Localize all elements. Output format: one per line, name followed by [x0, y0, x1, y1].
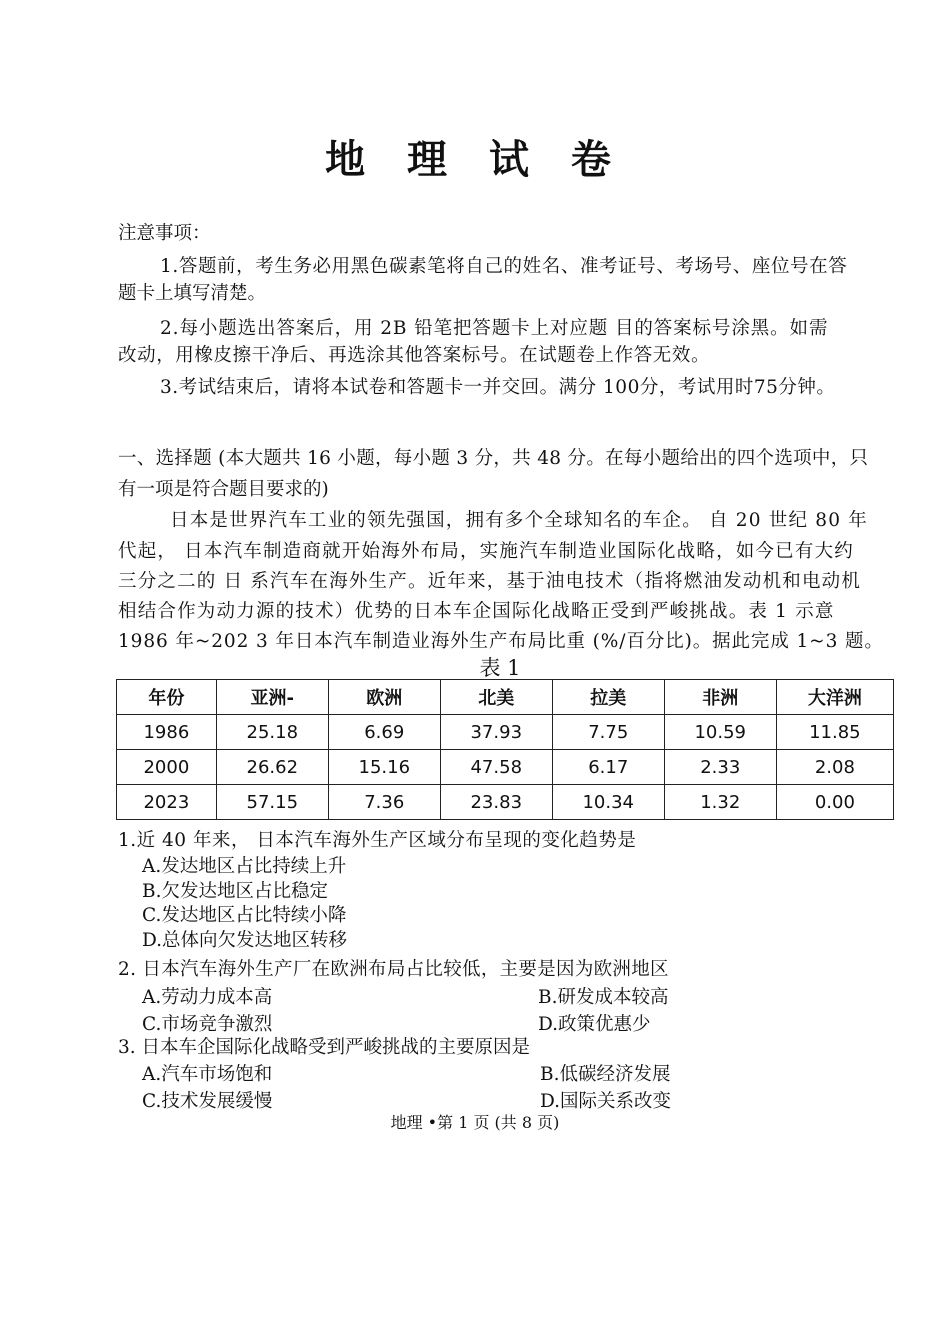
table-header-cell: 北美 — [440, 680, 552, 715]
table-cell: 57.15 — [216, 785, 328, 820]
question-2-option-c: C.市场竞争激烈 — [142, 1014, 273, 1035]
notice-item-2-line-1: 2.每小题选出答案后，用 2B 铅笔把答题卡上对应题 目的答案标号涂黑。如需 — [160, 318, 829, 339]
table-cell: 2000 — [117, 750, 217, 785]
question-3-option-d: D.国际关系改变 — [540, 1091, 672, 1112]
page-title: 地 理 试 卷 — [325, 137, 625, 183]
notice-item-1-line-1: 1.答题前，考生务必用黑色碳素笔将自己的姓名、准考证号、考场号、座位号在答 — [160, 256, 848, 277]
table-row — [117, 750, 894, 785]
question-1-option-a: A.发达地区占比持续上升 — [142, 856, 347, 877]
table-cell: 2023 — [117, 785, 217, 820]
table-cell: 1986 — [117, 715, 217, 750]
table-cell: 0.00 — [776, 785, 893, 820]
notice-item-2-line-2: 改动，用橡皮擦干净后、再选涂其他答案标号。在试题卷上作答无效。 — [118, 345, 711, 366]
table-cell: 7.36 — [328, 785, 440, 820]
table-cell: 37.93 — [440, 715, 552, 750]
passage-line-4: 相结合作为动力源的技术）优势的日本车企国际化战略正受到严峻挑战。表 1 示意 — [118, 601, 835, 622]
question-2-option-b: B.研发成本较高 — [538, 987, 669, 1008]
section-header-line-1: 一、选择题 (本大题共 16 小题，每小题 3 分，共 48 分。在每小题给出的四个选项中，只 — [118, 448, 869, 469]
table-row — [117, 715, 894, 750]
notice-item-1-line-2: 题卡上填写清楚。 — [118, 283, 267, 304]
question-1-option-d: D.总体向欠发达地区转移 — [142, 930, 348, 951]
question-2-option-d: D.政策优惠少 — [538, 1014, 651, 1035]
table-row — [117, 785, 894, 820]
question-3-option-a: A.汽车市场饱和 — [142, 1064, 273, 1085]
question-1-option-c: C.发达地区占比特续小降 — [142, 905, 347, 926]
notice-item-3: 3.考试结束后，请将本试卷和答题卡一并交回。满分 100分，考试用时75分钟。 — [160, 377, 836, 398]
table-caption: 表 1 — [479, 656, 521, 680]
passage-line-3: 三分之二的 日 系汽车在海外生产。近年来，基于油电技术（指将燃油发动机和电动机 — [118, 571, 862, 592]
table-header-cell: 欧洲 — [328, 680, 440, 715]
question-3-option-c: C.技术发展缓慢 — [142, 1091, 273, 1112]
table-header-cell: 亚洲- — [216, 680, 328, 715]
question-3-stem: 3. 日本车企国际化战略受到严峻挑战的主要原因是 — [118, 1037, 531, 1058]
question-2-stem: 2. 日本汽车海外生产厂在欧洲布局占比较低，主要是因为欧洲地区 — [118, 959, 669, 980]
table-cell: 47.58 — [440, 750, 552, 785]
section-header-line-2: 有一项是符合题目要求的) — [118, 479, 329, 500]
table-cell: 1.32 — [664, 785, 776, 820]
table-cell: 6.69 — [328, 715, 440, 750]
table-cell: 7.75 — [552, 715, 664, 750]
table-header-cell: 拉美 — [552, 680, 664, 715]
data-table — [116, 679, 894, 820]
notice-heading: 注意事项： — [118, 223, 211, 244]
question-1-stem: 1.近 40 年来， 日本汽车海外生产区域分布呈现的变化趋势是 — [118, 830, 637, 851]
table-cell: 6.17 — [552, 750, 664, 785]
table-header-row — [117, 680, 894, 715]
passage-line-5: 1986 年~202 3 年日本汽车制造业海外生产布局比重 (%/百分比)。据此完成 1~3 题。 — [118, 631, 884, 652]
table-header-cell: 大洋洲 — [776, 680, 893, 715]
table-cell: 10.59 — [664, 715, 776, 750]
page-footer: 地理 •第 1 页 (共 8 页) — [390, 1113, 560, 1132]
table-cell: 11.85 — [776, 715, 893, 750]
table-header-cell: 非洲 — [664, 680, 776, 715]
table-cell: 2.08 — [776, 750, 893, 785]
question-1-option-b: B.欠发达地区占比稳定 — [142, 881, 328, 902]
question-2-option-a: A.劳动力成本高 — [142, 987, 273, 1008]
passage-line-1: 日本是世界汽车工业的领先强国，拥有多个全球知名的车企。 自 20 世纪 80 年 — [170, 510, 868, 531]
table-cell: 23.83 — [440, 785, 552, 820]
table-cell: 26.62 — [216, 750, 328, 785]
table-cell: 25.18 — [216, 715, 328, 750]
question-3-option-b: B.低碳经济发展 — [540, 1064, 671, 1085]
table-cell: 15.16 — [328, 750, 440, 785]
table-cell: 10.34 — [552, 785, 664, 820]
table-cell: 2.33 — [664, 750, 776, 785]
table-header-cell: 年份 — [117, 680, 217, 715]
passage-line-2: 代起， 日本汽车制造商就开始海外布局，实施汽车制造业国际化战略，如今已有大约 — [118, 541, 854, 562]
